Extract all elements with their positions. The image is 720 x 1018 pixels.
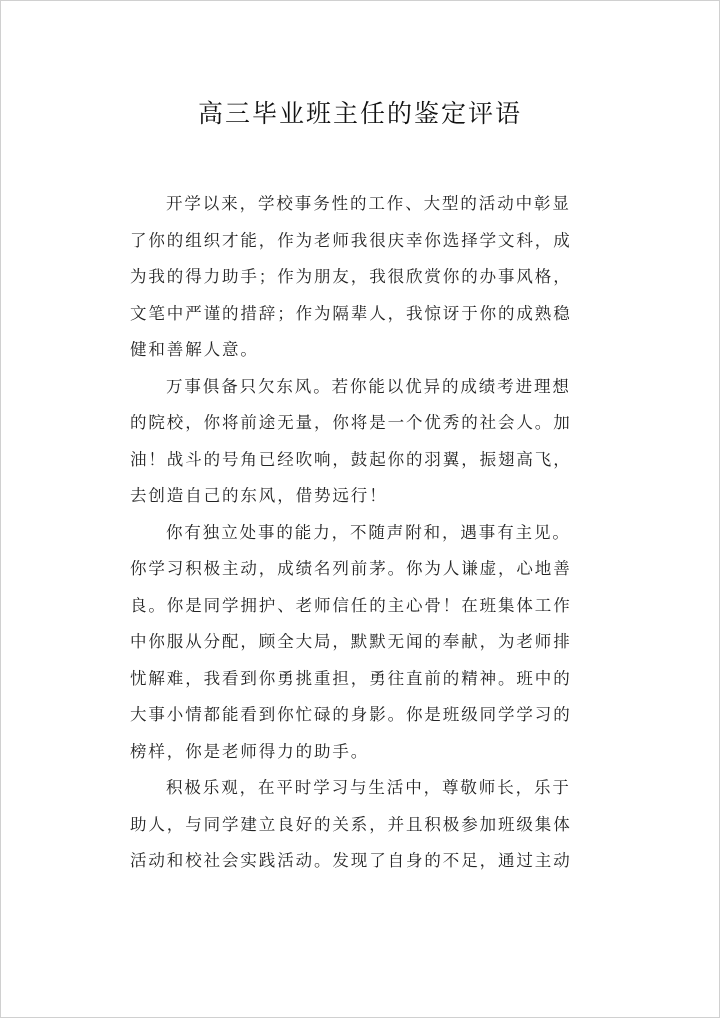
text-line: 忧解难，我看到你勇挑重担，勇往直前的精神。班中的 (130, 668, 572, 688)
text-line: 你有独立处事的能力，不随声附和，遇事有主见。 (166, 522, 571, 542)
document-title: 高三毕业班主任的鉴定评语 (197, 99, 522, 128)
text-line: 中你服从分配，顾全大局，默默无闻的奉献，为老师排 (130, 632, 572, 651)
text-line: 文笔中严谨的措辞；作为隔辈人，我惊讶于你的成熟稳 (130, 303, 572, 323)
text-line: 的院校，你将前途无量，你将是一个优秀的社会人。加 (130, 413, 572, 432)
text-line: 你学习积极主动，成绩名列前茅。你为人谦虚，心地善 (130, 559, 572, 578)
text-line: 油！战斗的号角已经吹响，鼓起你的羽翼，振翅高飞， (130, 449, 572, 469)
text-line: 榜样，你是老师得力的助手。 (130, 741, 370, 761)
paragraph-2 (130, 369, 604, 515)
paragraph-3 (130, 515, 604, 771)
text-line: 大事小情都能看到你忙碌的身影。你是班级同学学习的 (130, 705, 572, 724)
document-body (130, 186, 604, 880)
paragraph-1 (130, 186, 604, 369)
paragraph-4 (130, 770, 604, 880)
text-line: 助人，与同学建立良好的关系，并且积极参加班级集体 (130, 814, 572, 834)
text-line: 了你的组织才能，作为老师我很庆幸你选择学文科，成 (130, 230, 572, 250)
text-line: 良。你是同学拥护、老师信任的主心骨！在班集体工作 (130, 595, 572, 615)
text-line: 积极乐观，在平时学习与生活中，尊敬师长，乐于 (166, 778, 571, 797)
text-line: 万事俱备只欠东风。若你能以优异的成绩考进理想 (166, 376, 571, 396)
text-line: 为我的得力助手；作为朋友，我很欣赏你的办事风格， (130, 267, 572, 286)
text-line: 健和善解人意。 (130, 340, 259, 359)
text-line: 去创造自己的东风，借势远行！ (130, 486, 388, 505)
text-line: 开学以来，学校事务性的工作、大型的活动中彰显 (166, 194, 571, 213)
text-line: 活动和校社会实践活动。发现了自身的不足，通过主动 (130, 851, 572, 870)
